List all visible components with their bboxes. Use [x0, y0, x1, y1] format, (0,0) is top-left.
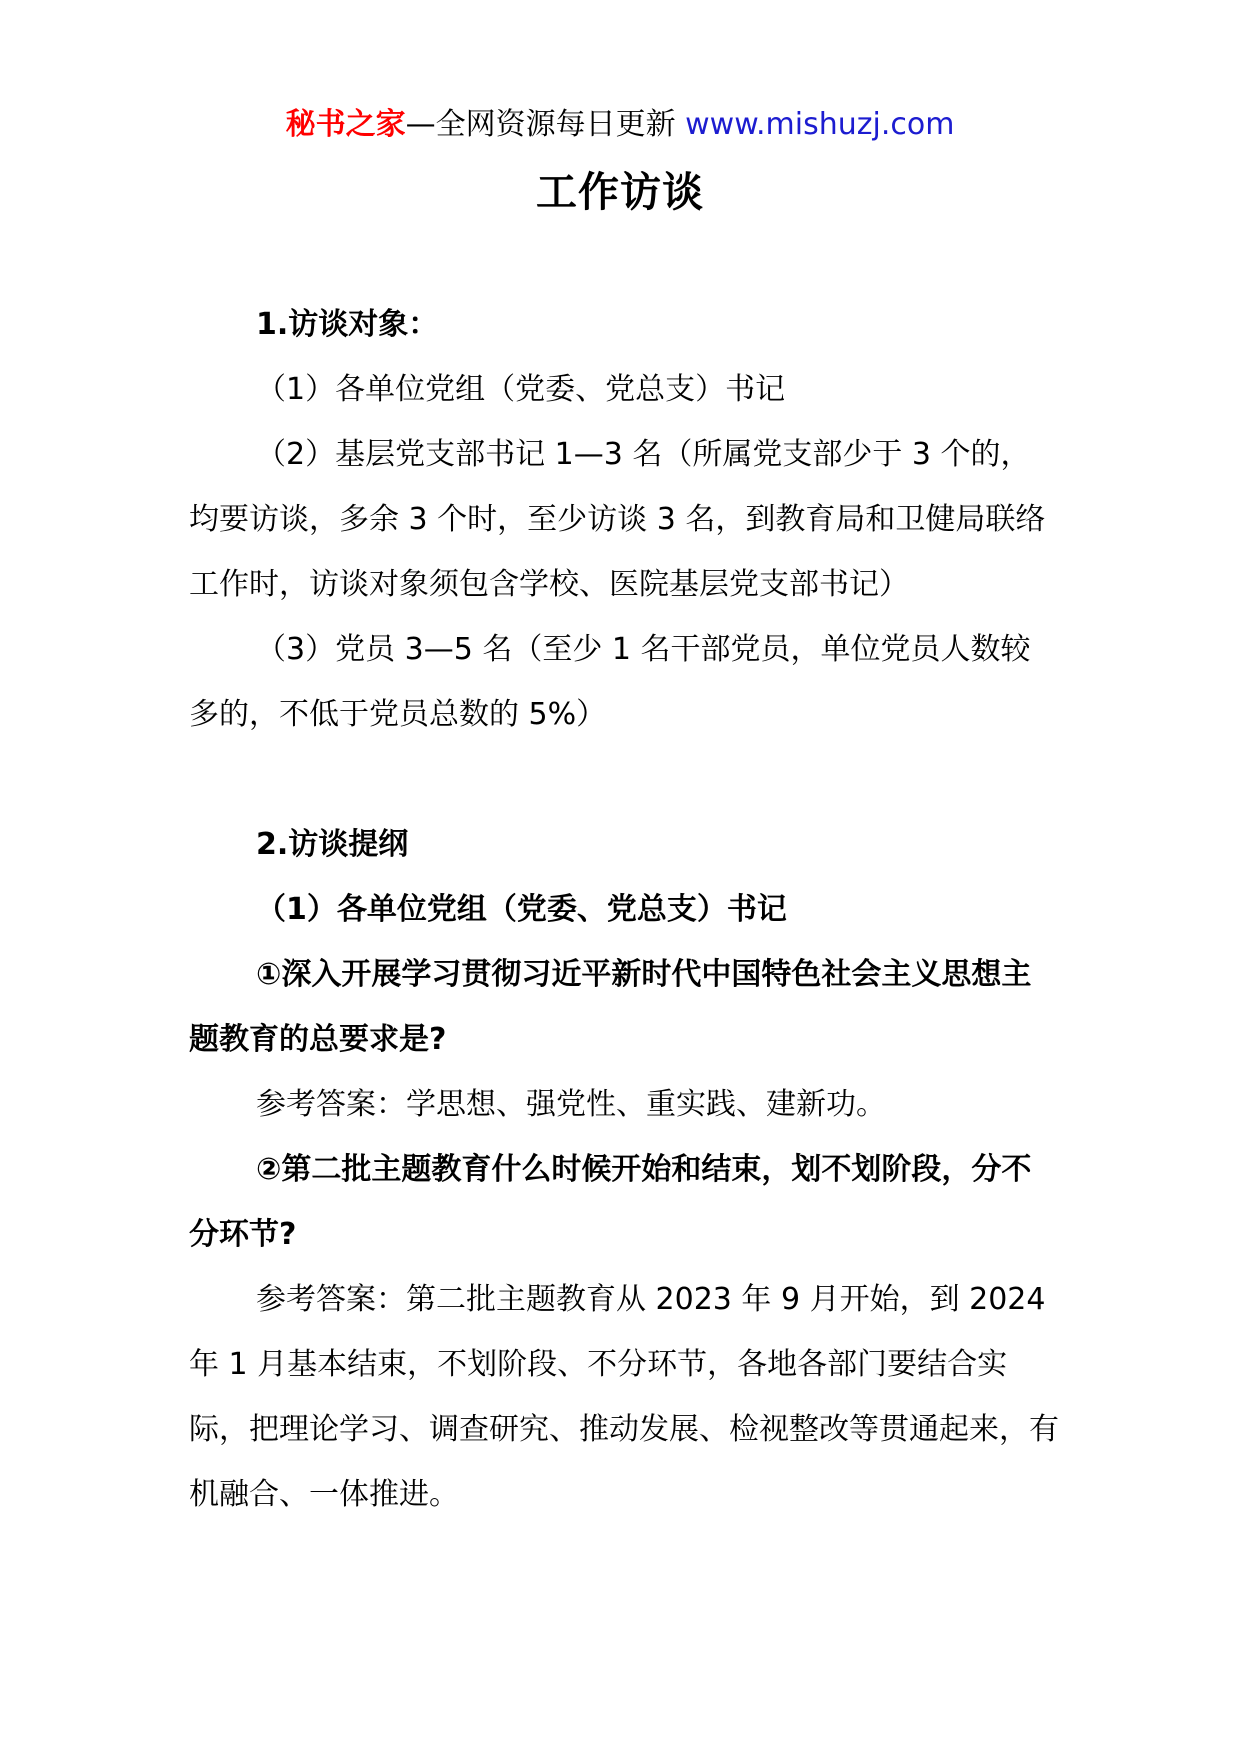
answer-1: 参考答案：学思想、强党性、重实践、建新功。: [256, 1087, 886, 1122]
section1-heading: 1.访谈对象：: [256, 307, 439, 342]
site-header: [0, 103, 1240, 147]
section1-item-3: （3）党员 3—5 名（至少 1 名干部党员，单位党员人数较多的，不低于党员总数的 5%）: [189, 632, 1031, 732]
document-title: 工作访谈: [536, 168, 704, 216]
document-body: [189, 292, 1059, 1527]
question-2: ②第二批主题教育什么时候开始和结束，划不划阶段，分不分环节?: [189, 1152, 1032, 1252]
site-url-link[interactable]: www.mishuzj.com: [685, 107, 955, 142]
section1-item-1: （1）各单位党组（党委、党总支）书记: [256, 372, 786, 407]
answer-2: 参考答案：第二批主题教育从 2023 年 9 月开始，到 2024 年 1 月基本结束，不划阶段、不分环节，各地各部门要结合实际，把理论学习、调查研究、推动发展、检视整改等贯通起来，有机融合、一体推进。: [189, 1282, 1059, 1512]
section2-subheading: （1）各单位党组（党委、党总支）书记: [256, 892, 787, 927]
section2-heading: 2.访谈提纲: [256, 827, 409, 862]
brand-name: 秘书之家: [285, 107, 406, 142]
header-tagline: —全网资源每日更新: [405, 107, 676, 142]
question-1: ①深入开展学习贯彻习近平新时代中国特色社会主义思想主题教育的总要求是?: [189, 957, 1032, 1057]
section1-item-2: （2）基层党支部书记 1—3 名（所属党支部少于 3 个的，均要访谈，多余 3 个时，至少访谈 3 名，到教育局和卫健局联络工作时，访谈对象须包含学校、医院基层党支部书记）: [189, 437, 1046, 602]
section-spacer: [189, 747, 1059, 812]
